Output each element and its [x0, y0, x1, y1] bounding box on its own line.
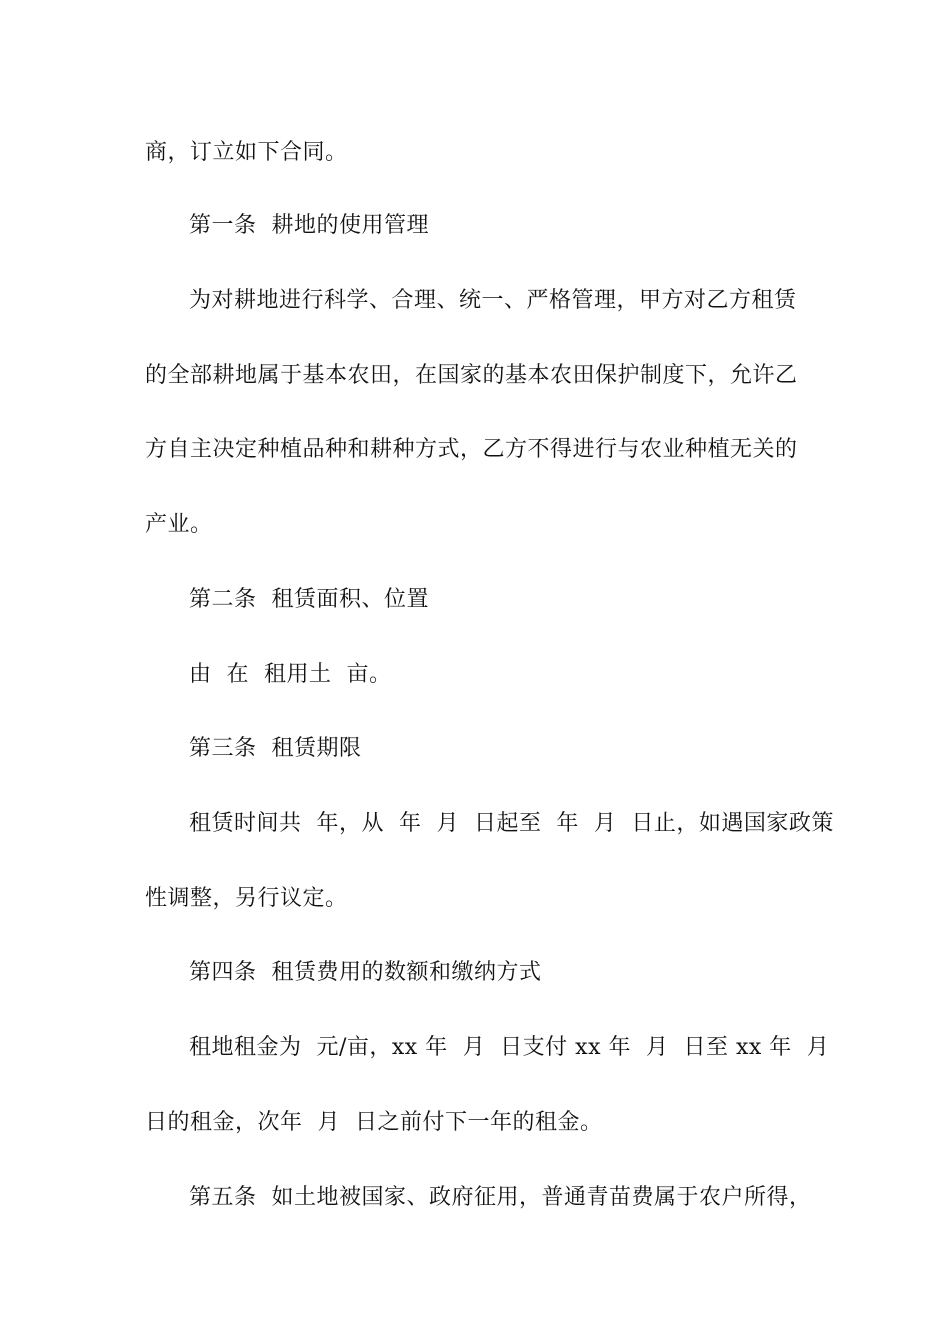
paragraph-line: 为对耕地进行科学、合理、统一、严格管理，甲方对乙方租赁: [189, 288, 797, 313]
article-heading: 第三条 租赁期限: [189, 736, 362, 761]
paragraph-line: 租赁时间共 年，从 年 月 日起至 年 月 日止，如遇国家政策: [189, 811, 834, 836]
article-heading: 第二条 租赁面积、位置: [189, 587, 429, 612]
paragraph-line: 的全部耕地属于基本农田，在国家的基本农田保护制度下，允许乙: [145, 363, 798, 388]
article-heading: 第四条 租赁费用的数额和缴纳方式: [189, 960, 542, 985]
paragraph-line: 商，订立如下合同。: [145, 140, 348, 165]
paragraph-line: 日的租金，次年 月 日之前付下一年的租金。: [145, 1110, 603, 1135]
paragraph-line: 方自主决定种植品种和耕种方式，乙方不得进行与农业种植无关的: [145, 437, 798, 462]
paragraph-line: 性调整，另行议定。: [145, 886, 348, 911]
paragraph-line: 租地租金为 元/亩，xx 年 月 日支付 xx 年 月 日至 xx 年 月: [189, 1035, 830, 1060]
article-heading: 第一条 耕地的使用管理: [189, 213, 429, 238]
article-heading: 第五条 如土地被国家、政府征用，普通青苗费属于农户所得，: [189, 1185, 812, 1210]
paragraph-line: 产业。: [145, 512, 213, 537]
paragraph-line: 由 在 租用土 亩。: [189, 662, 392, 687]
